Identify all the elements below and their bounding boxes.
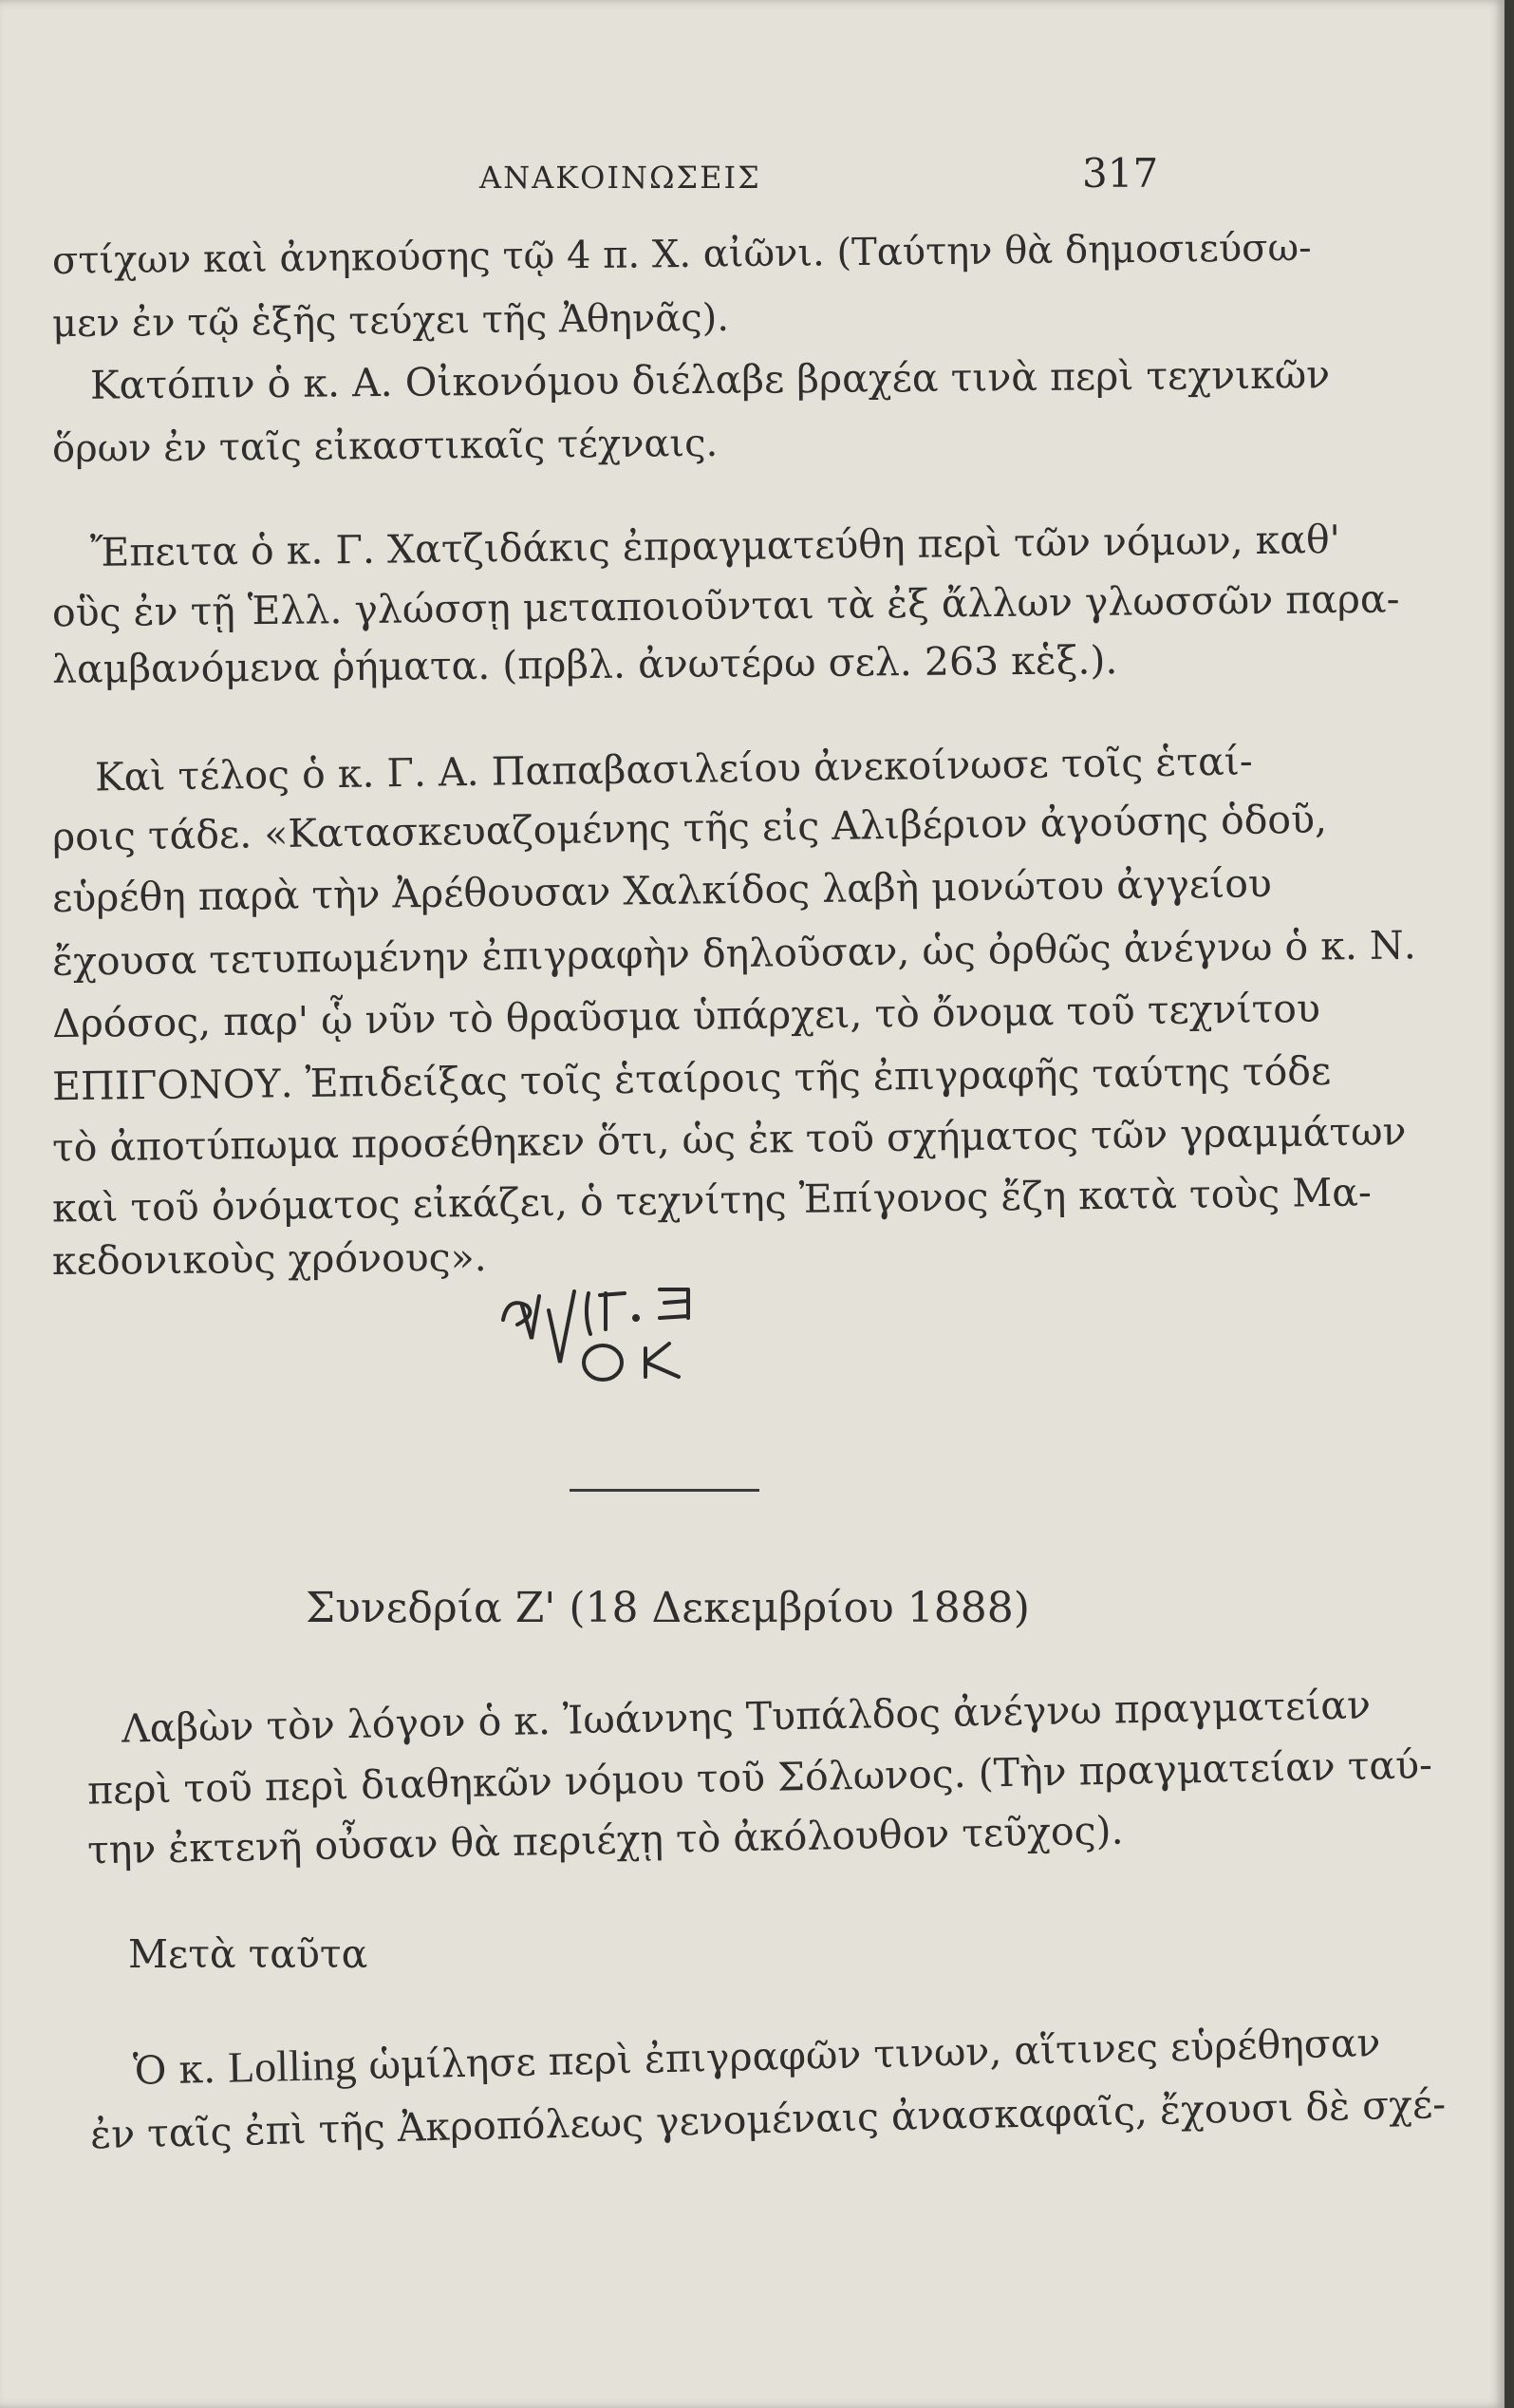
text-line: περὶ τοῦ περὶ διαθηκῶν νόμου τοῦ Σόλωνος. (Τὴν πραγματείαν ταύ- — [86, 1741, 1433, 1814]
section-divider — [570, 1489, 759, 1492]
text-line: κεδονικοὺς χρόνους». — [51, 1234, 487, 1284]
text-line: ὅρων ἐν ταῖς εἰκαστικαῖς τέχναις. — [51, 421, 719, 472]
text-line: Δρόσος, παρ' ᾧ νῦν τὸ θραῦσμα ὑπάρχει, τὸ ὄνομα τοῦ τεχνίτου — [51, 985, 1321, 1047]
inscription-facsimile-image — [494, 1282, 778, 1386]
session-heading: Συνεδρία Ζ' (18 Δεκεμβρίου 1888) — [306, 1584, 1030, 1632]
text-fragment: Ὁ κ. — [132, 2045, 216, 2094]
text-line: στίχων καὶ ἀνηκούσης τῷ 4 π. Χ. αἰῶνι. (Ταύτην θὰ δημοσιεύσω- — [51, 226, 1312, 283]
running-header: ΑΝΑΚΟΙΝΩΣΕΙΣ — [479, 160, 761, 196]
text-line: εὑρέθη παρὰ τὴν Ἀρέθουσαν Χαλκίδος λαβὴ μονώτου ἀγγείου — [51, 860, 1273, 921]
text-line: οὓς ἐν τῇ Ἑλλ. γλώσσῃ μεταποιοῦνται τὰ ἐξ ἄλλων γλωσσῶν παρα- — [51, 575, 1400, 636]
text-line: ἐν ταῖς ἐπὶ τῆς Ἀκροπόλεως γενομέναις ἀνασκαφαῖς, ἔχουσι δὲ σχέ- — [89, 2080, 1447, 2158]
text-line: ΕΠΙΓΟΝΟΥ. Ἐπιδείξας τοῖς ἑταίροις τῆς ἐπιγραφῆς ταύτης τόδε — [51, 1047, 1332, 1110]
page-number: 317 — [1082, 150, 1159, 197]
text-line: λαμβανόμενα ῥήματα. (πρβλ. ἀνωτέρω σελ. 263 κἑξ.). — [51, 637, 1118, 692]
text-line: ἔχουσα τετυπωμένην ἐπιγραφὴν δηλοῦσαν, ὡς ὀρθῶς ἀνέγνω ὁ κ. Ν. — [51, 922, 1417, 985]
text-line: Κατόπιν ὁ κ. Α. Οἰκονόμου διέλαβε βραχέα τινὰ περὶ τεχνικῶν — [89, 351, 1331, 408]
person-name: Lolling — [227, 2040, 358, 2092]
text-line: Μετὰ ταῦτα — [128, 1931, 368, 1977]
text-line: την ἐκτενῆ οὖσαν θὰ περιέχῃ τὸ ἀκόλουθον τεῦχος). — [86, 1807, 1125, 1873]
text-line: Καὶ τέλος ὁ κ. Γ. Α. Παπαβασιλείου ἀνεκοίνωσε τοῖς ἑταί- — [94, 738, 1253, 800]
text-line — [133, 2020, 1381, 2092]
text-line: Λαβὼν τὸν λόγον ὁ κ. Ἰωάννης Τυπάλδος ἀνέγνω πραγματείαν — [121, 1682, 1372, 1752]
text-line: καὶ τοῦ ὀνόματος εἰκάζει, ὁ τεχνίτης Ἐπίγονος ἔζη κατὰ τοὺς Μα- — [51, 1169, 1373, 1232]
text-line: ροις τάδε. «Κατασκευαζομένης τῆς εἰς Αλιβέριον ἀγούσης ὁδοῦ, — [51, 796, 1328, 860]
text-line: Ἔπειτα ὁ κ. Γ. Χατζιδάκις ἐπραγματεύθη περὶ τῶν νόμων, καθ' — [89, 517, 1341, 575]
text-fragment: ὡμίλησε περὶ ἐπιγραφῶν τινων, αἵτινες εὑρέθησαν — [368, 2020, 1381, 2089]
text-line: τὸ ἀποτύπωμα προσέθηκεν ὅτι, ὡς ἐκ τοῦ σχήματος τῶν γραμμάτων — [51, 1108, 1407, 1171]
text-line: μεν ἐν τῷ ἑξῆς τεύχει τῆς Ἀθηνᾶς). — [51, 295, 730, 347]
